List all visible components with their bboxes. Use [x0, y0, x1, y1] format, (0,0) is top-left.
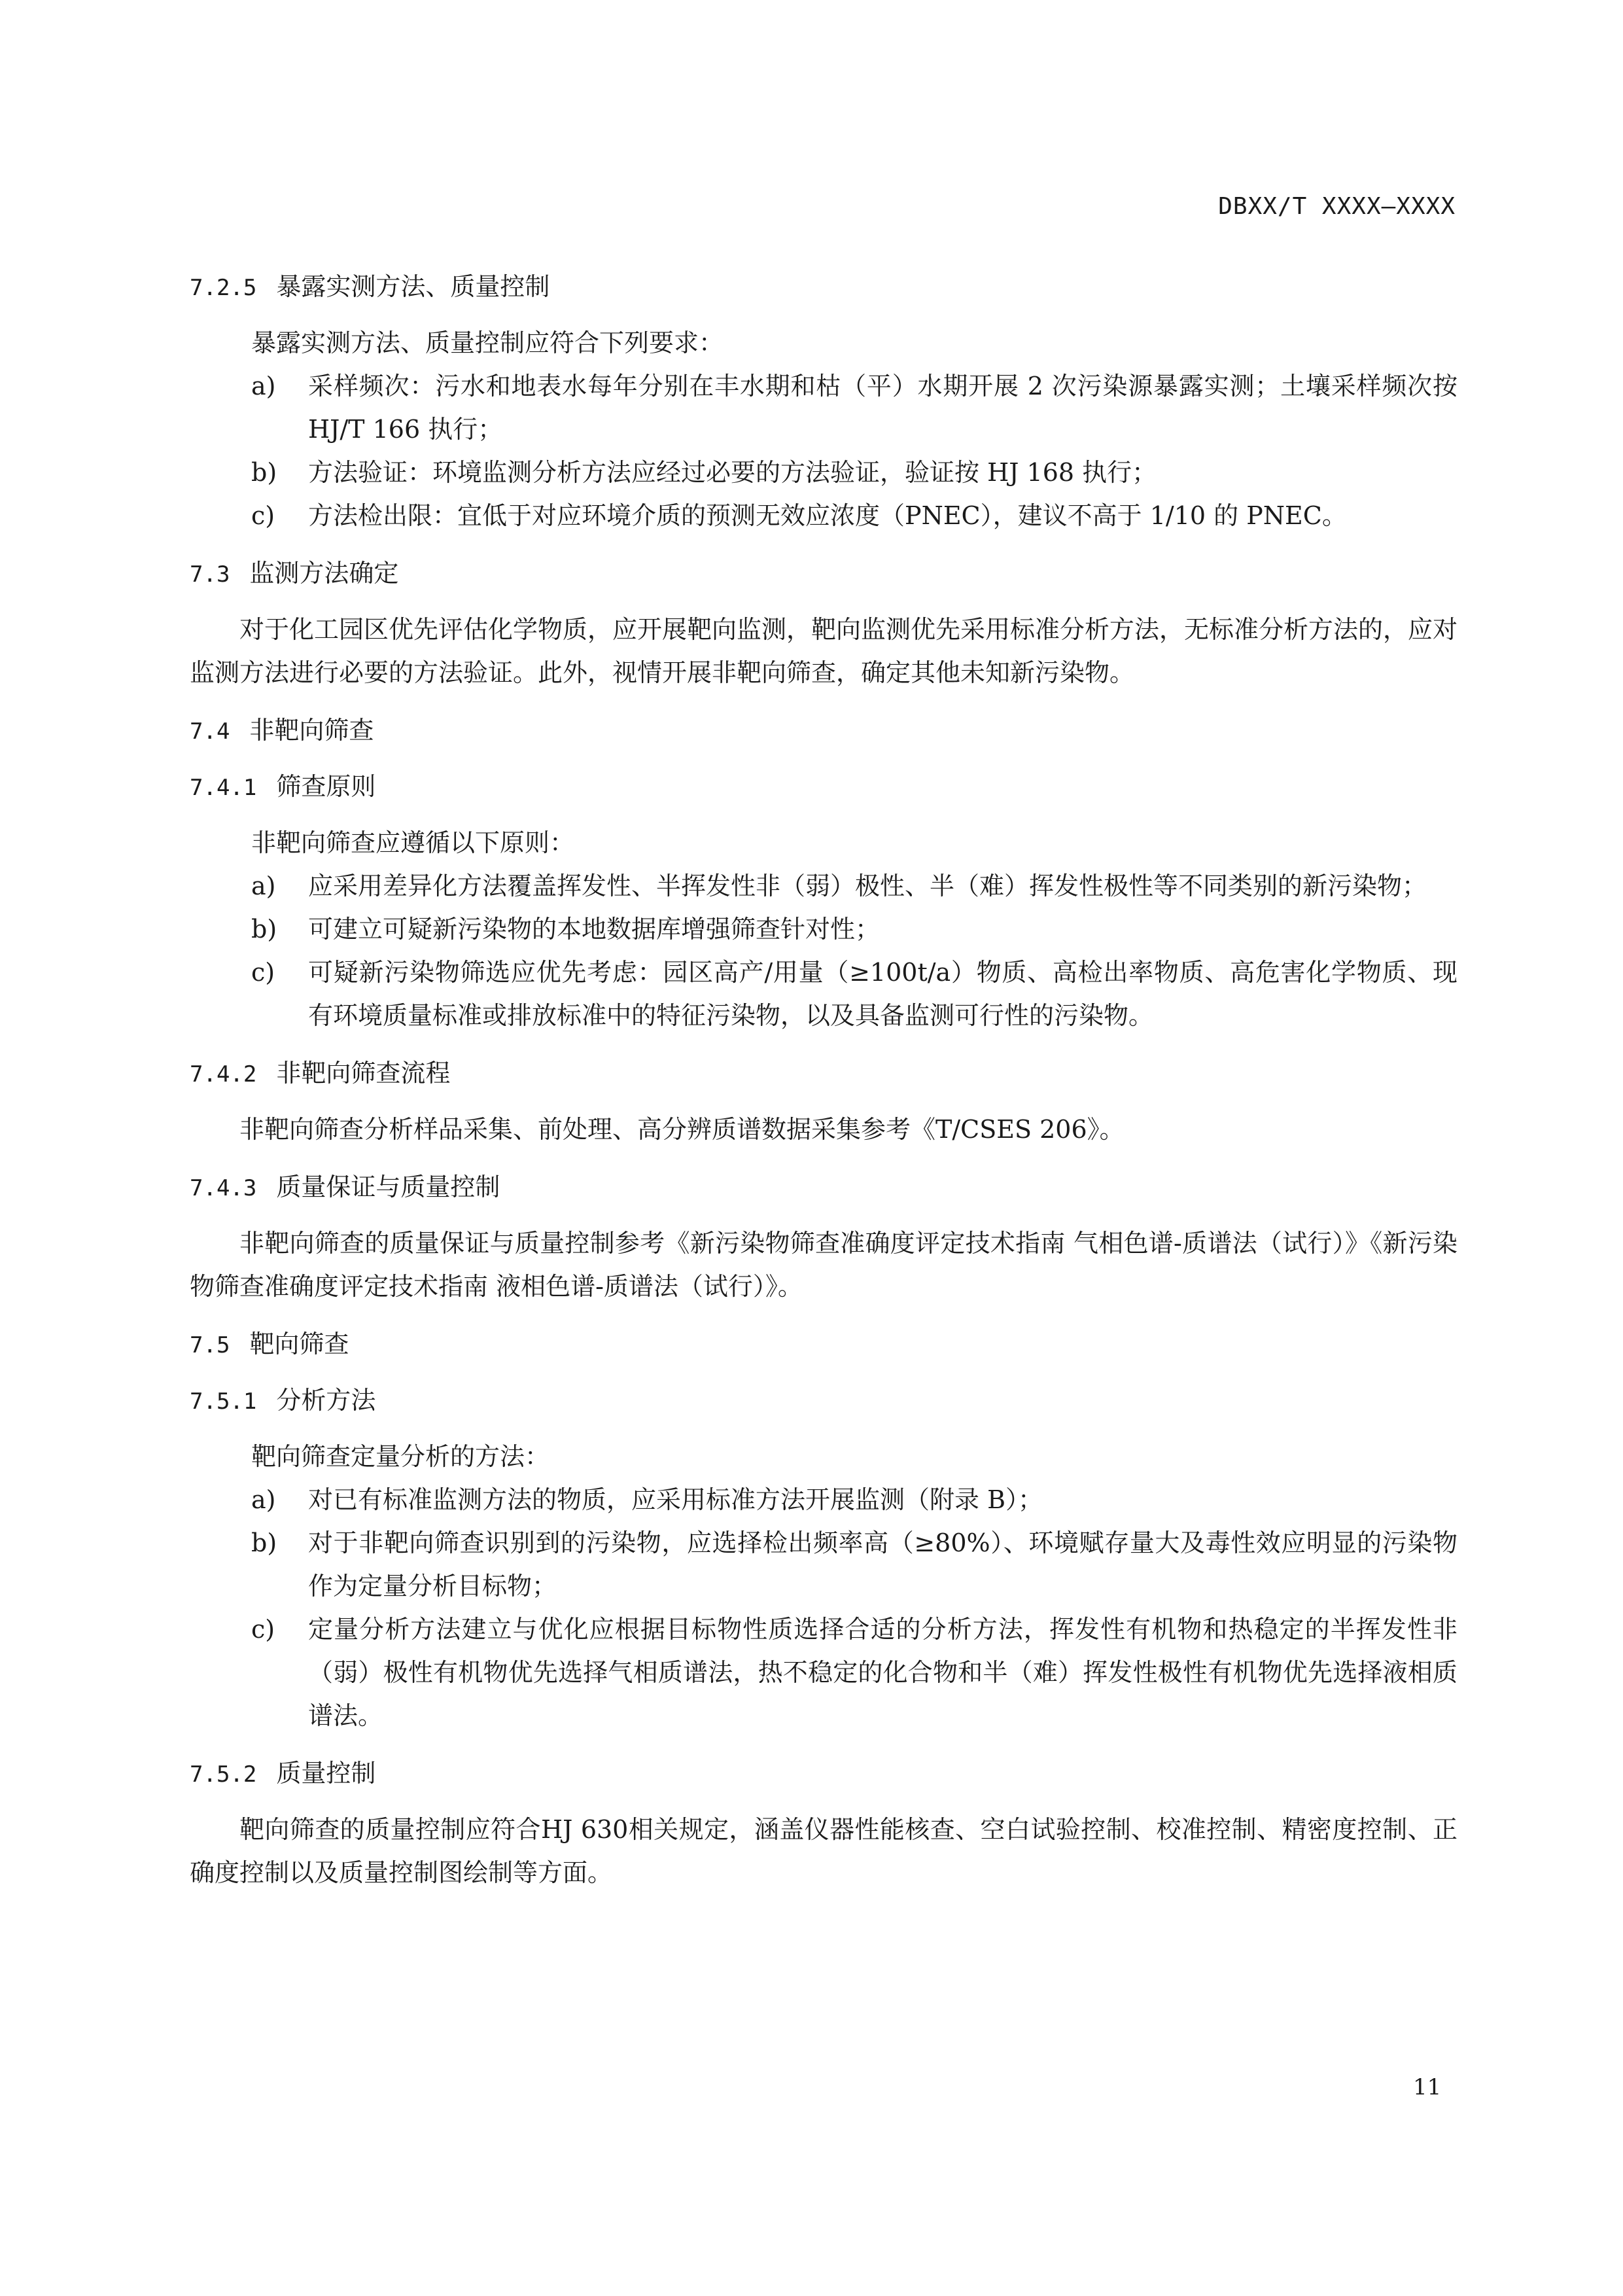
list-marker: c)	[251, 1615, 275, 1644]
list-item-text: 可疑新污染物筛选应优先考虑：园区高产/用量（≥100t/a）物质、高检出率物质、高危害化学物质、现有环境质量标准或排放标准中的特征污染物，以及具备监测可行性的污染物。	[308, 958, 1457, 1030]
section-title: 靶向筛查	[249, 1330, 349, 1358]
list-item	[190, 1608, 1457, 1737]
list-marker: b)	[251, 458, 277, 487]
list-item-text: 方法检出限：宜低于对应环境介质的预测无效应浓度（PNEC），建议不高于 1/10 的 PNEC。	[308, 501, 1347, 530]
section-heading-7-4-3	[190, 1165, 1457, 1209]
method-list	[190, 1478, 1457, 1737]
section-paragraph: 非靶向筛查的质量保证与质量控制参考《新污染物筛查准确度评定技术指南 气相色谱-质谱法（试行）》《新污染物筛查准确度评定技术指南 液相色谱-质谱法（试行）》。	[190, 1229, 1457, 1301]
list-item	[190, 864, 1457, 908]
page-number: 11	[1413, 2074, 1442, 2100]
section-number: 7.3	[190, 561, 230, 588]
section-title: 监测方法确定	[249, 559, 399, 588]
section-heading-7-4	[190, 709, 1457, 752]
list-marker: b)	[251, 1528, 277, 1557]
section-number: 7.4	[190, 718, 230, 745]
section-number: 7.5.2	[190, 1761, 257, 1788]
section-intro: 非靶向筛查应遵循以下原则：	[251, 828, 575, 857]
section-heading-7-2-5	[190, 265, 1457, 308]
page-content	[190, 265, 1457, 1894]
section-title: 暴露实测方法、质量控制	[276, 272, 550, 301]
list-marker: c)	[251, 501, 275, 530]
section-number: 7.4.2	[190, 1061, 257, 1087]
list-item-text: 对于非靶向筛查识别到的污染物，应选择检出频率高（≥80%）、环境赋存量大及毒性效应明显的污染物作为定量分析目标物；	[308, 1528, 1457, 1600]
section-title: 非靶向筛查流程	[276, 1059, 451, 1087]
section-heading-7-4-1	[190, 765, 1457, 808]
list-item	[190, 364, 1457, 451]
section-number: 7.5	[190, 1332, 230, 1358]
section-title: 非靶向筛查	[249, 716, 374, 745]
section-heading-7-3	[190, 552, 1457, 595]
list-item-text: 方法验证：环境监测分析方法应经过必要的方法验证，验证按 HJ 168 执行；	[308, 458, 1157, 487]
list-item-text: 定量分析方法建立与优化应根据目标物性质选择合适的分析方法，挥发性有机物和热稳定的半挥发性非（弱）极性有机物优先选择气相质谱法，热不稳定的化合物和半（难）挥发性极性有机物优先选择液相质谱法。	[308, 1615, 1457, 1730]
section-heading-7-4-2	[190, 1051, 1457, 1095]
list-marker: b)	[251, 915, 277, 944]
list-item-text: 采样频次：污水和地表水每年分别在丰水期和枯（平）水期开展 2 次污染源暴露实测；土壤采样频次按 HJ/T 166 执行；	[308, 372, 1457, 444]
list-item	[190, 951, 1457, 1037]
section-number: 7.5.1	[190, 1388, 257, 1415]
section-intro: 靶向筛查定量分析的方法：	[251, 1442, 550, 1471]
list-marker: a)	[251, 372, 276, 400]
section-title: 筛查原则	[276, 772, 376, 801]
section-number: 7.2.5	[190, 275, 257, 301]
list-item	[190, 908, 1457, 951]
principle-list	[190, 864, 1457, 1037]
section-number: 7.4.3	[190, 1175, 257, 1201]
requirement-list	[190, 364, 1457, 537]
section-title: 分析方法	[276, 1386, 376, 1415]
list-item	[190, 1478, 1457, 1521]
section-title: 质量保证与质量控制	[276, 1173, 500, 1201]
document-id-header: DBXX/T XXXX—XXXX	[1218, 193, 1456, 220]
list-item-text: 应采用差异化方法覆盖挥发性、半挥发性非（弱）极性、半（难）挥发性极性等不同类别的新污染物；	[308, 872, 1427, 900]
list-item-text: 对已有标准监测方法的物质，应采用标准方法开展监测（附录 B）；	[308, 1485, 1043, 1514]
list-item-text: 可建立可疑新污染物的本地数据库增强筛查针对性；	[308, 915, 881, 944]
section-paragraph: 靶向筛查的质量控制应符合HJ 630相关规定，涵盖仪器性能核查、空白试验控制、校准控制、精密度控制、正确度控制以及质量控制图绘制等方面。	[190, 1815, 1457, 1887]
section-paragraph: 对于化工园区优先评估化学物质，应开展靶向监测，靶向监测优先采用标准分析方法，无标准分析方法的，应对监测方法进行必要的方法验证。此外，视情开展非靶向筛查，确定其他未知新污染物。	[190, 615, 1458, 687]
section-title: 质量控制	[276, 1759, 376, 1788]
section-number: 7.4.1	[190, 775, 257, 801]
list-item	[190, 1521, 1457, 1608]
list-marker: a)	[251, 1485, 276, 1514]
section-heading-7-5	[190, 1322, 1457, 1366]
section-paragraph: 非靶向筛查分析样品采集、前处理、高分辨质谱数据采集参考《T/CSES 206》。	[239, 1115, 1125, 1144]
list-item	[190, 494, 1457, 537]
section-intro: 暴露实测方法、质量控制应符合下列要求：	[251, 328, 724, 357]
section-heading-7-5-1	[190, 1379, 1457, 1422]
list-marker: c)	[251, 958, 275, 987]
list-marker: a)	[251, 872, 276, 900]
section-heading-7-5-2	[190, 1752, 1457, 1795]
list-item	[190, 451, 1457, 494]
